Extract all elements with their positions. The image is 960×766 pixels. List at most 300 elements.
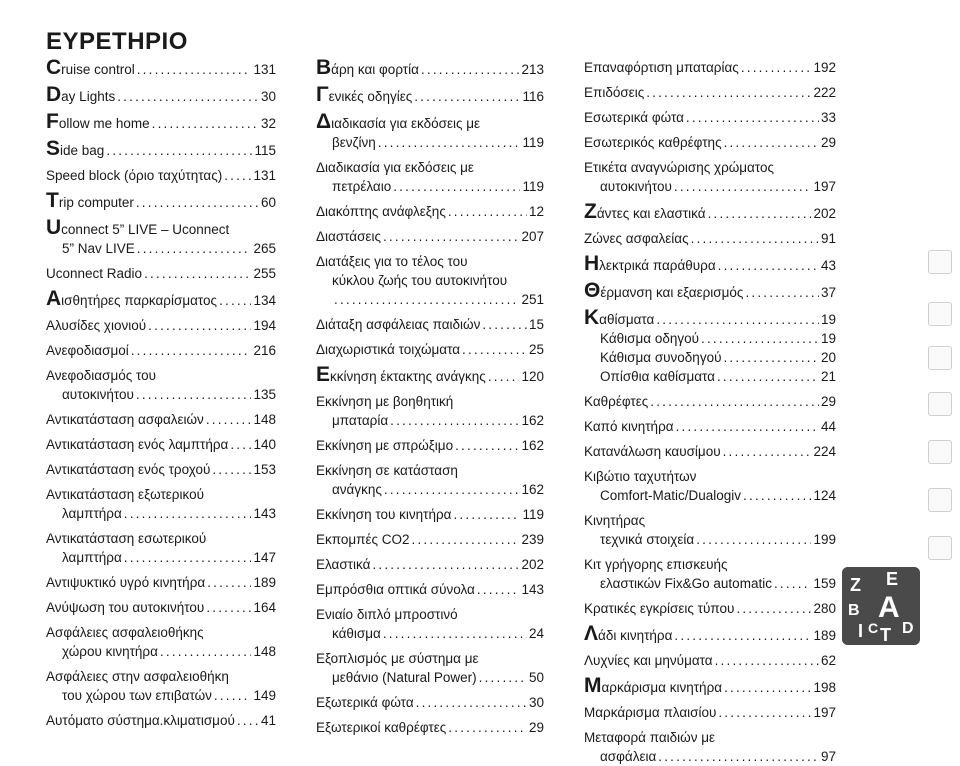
index-line	[316, 693, 544, 712]
dot-leader	[743, 486, 811, 505]
dot-leader	[676, 417, 819, 436]
index-entry	[46, 598, 276, 617]
index-line	[316, 461, 544, 480]
index-line	[316, 649, 544, 668]
index-line	[316, 340, 544, 359]
dot-leader	[736, 599, 811, 618]
entry-label: άντες και ελαστικά	[596, 206, 706, 221]
index-entry	[46, 573, 276, 592]
index-line	[46, 138, 276, 160]
index-entry	[584, 651, 836, 670]
page-number[interactable]: 32	[260, 116, 276, 131]
page-number[interactable]: 202	[813, 206, 836, 221]
section-initial: F	[46, 110, 59, 133]
page-number[interactable]: 255	[253, 266, 276, 281]
index-entry	[316, 392, 544, 430]
index-line	[316, 158, 544, 177]
section-initial: D	[46, 83, 62, 106]
page-number[interactable]: 134	[253, 293, 276, 308]
index-line	[584, 486, 836, 505]
index-entry	[584, 58, 836, 77]
entry-label: Κιτ γρήγορης επισκευής	[584, 557, 728, 572]
dot-leader	[131, 341, 252, 360]
entry-label: Ενιαίο διπλό μπροστινό	[316, 607, 458, 622]
entry-label: Ασφάλειες ασφαλειοθήκης	[46, 625, 204, 640]
page-number[interactable]: 148	[253, 412, 276, 427]
page-number[interactable]: 265	[253, 241, 276, 256]
index-line	[46, 366, 276, 385]
index-letter-entry	[316, 57, 544, 79]
thumb-tab-icon[interactable]	[928, 488, 952, 512]
page-number[interactable]: 197	[813, 179, 836, 194]
index-line	[584, 675, 836, 697]
entry-label: Αυτόματο σύστημα.κλιματισμού	[46, 713, 235, 728]
index-entry	[46, 366, 276, 404]
section-initial: T	[46, 189, 59, 212]
page-number[interactable]: 97	[820, 749, 836, 764]
entry-label: Κρατικές εγκρίσεις τύπου	[584, 601, 735, 616]
page-number[interactable]: 140	[253, 437, 276, 452]
index-column-3	[584, 52, 836, 766]
index-line	[316, 718, 544, 737]
page-number[interactable]: 29	[820, 394, 836, 409]
index-entry	[46, 435, 276, 454]
index-line	[316, 411, 544, 430]
page-number[interactable]: 15	[528, 317, 544, 332]
index-line	[46, 711, 276, 730]
index-entry	[316, 315, 544, 334]
index-line	[316, 315, 544, 334]
index-line	[316, 364, 544, 386]
entry-label: Speed block (όριο ταχύτητας)	[46, 168, 223, 183]
index-entry	[46, 410, 276, 429]
index-entry	[316, 718, 544, 737]
dot-leader	[219, 291, 251, 310]
index-entry	[316, 340, 544, 359]
index-letter-entry	[46, 217, 276, 258]
page-number[interactable]: 91	[820, 231, 836, 246]
index-letter-entry	[584, 253, 836, 275]
entry-label: rip computer	[58, 195, 134, 210]
dot-leader	[650, 392, 819, 411]
dot-leader	[384, 480, 520, 499]
thumb-tab-icon[interactable]	[928, 302, 952, 326]
index-line	[46, 264, 276, 283]
badge-letter: E	[886, 569, 899, 589]
page-number[interactable]: 20	[820, 350, 836, 365]
entry-label: Εκκίνηση του κινητήρα	[316, 507, 452, 522]
index-entry	[316, 252, 544, 309]
index-line	[584, 392, 836, 411]
index-entry	[584, 229, 836, 248]
page-number[interactable]: 198	[813, 680, 836, 695]
page-number[interactable]: 21	[820, 369, 836, 384]
page-number[interactable]: 149	[253, 688, 276, 703]
page-number[interactable]: 120	[521, 369, 544, 384]
page-number[interactable]: 37	[820, 285, 836, 300]
dot-leader	[646, 83, 811, 102]
page-number[interactable]: 119	[522, 507, 544, 522]
dot-leader	[674, 626, 811, 645]
entry-label: Comfort-Matic/Dualogiv	[600, 488, 742, 503]
dot-leader	[455, 436, 519, 455]
dot-leader	[723, 442, 812, 461]
entry-label: 5” Nav LIVE	[62, 241, 135, 256]
dot-leader	[724, 133, 819, 152]
page-number[interactable]: 60	[260, 195, 276, 210]
entry-text	[316, 111, 480, 133]
index-line	[46, 410, 276, 429]
entry-label: ελαστικών Fix&Go automatic	[600, 576, 772, 591]
dot-leader	[448, 718, 527, 737]
entry-label: connect 5” LIVE – Uconnect	[61, 222, 230, 237]
entry-label: Διαχωριστικά τοιχώματα	[316, 342, 461, 357]
index-line	[316, 624, 544, 643]
side-thumb-index	[896, 40, 960, 560]
page-number[interactable]: 216	[253, 343, 276, 358]
page-number[interactable]: 24	[528, 626, 544, 641]
index-line	[46, 385, 276, 404]
dot-leader	[390, 411, 519, 430]
page-number[interactable]: 19	[820, 312, 836, 327]
dot-leader	[124, 548, 252, 567]
dot-leader	[106, 141, 252, 160]
index-entry	[316, 555, 544, 574]
entry-label: βενζίνη	[332, 135, 376, 150]
index-entry	[46, 667, 276, 705]
entry-label: μπαταρία	[332, 413, 389, 428]
index-line	[46, 485, 276, 504]
index-line	[46, 217, 276, 239]
dot-leader	[708, 204, 812, 223]
index-entry	[584, 392, 836, 411]
entry-label: Εκκίνηση σε κατάσταση	[316, 463, 458, 478]
index-line	[584, 574, 836, 593]
entry-label: αθίσματα	[599, 312, 655, 327]
dot-leader	[723, 348, 819, 367]
index-line	[46, 504, 276, 523]
page-number[interactable]: 29	[820, 135, 836, 150]
entry-label: Εσωτερικά φώτα	[584, 110, 684, 125]
entry-label: Αλυσίδες χιονιού	[46, 318, 147, 333]
index-line	[46, 573, 276, 592]
page-number[interactable]: 33	[820, 110, 836, 125]
index-line	[316, 290, 544, 309]
entry-label: άρη και φορτία	[331, 62, 419, 77]
page-number[interactable]: 119	[522, 135, 544, 150]
page-number[interactable]: 192	[813, 60, 836, 75]
index-line	[46, 166, 276, 185]
index-letter-entry	[46, 57, 276, 79]
dot-leader	[137, 60, 252, 79]
dot-leader	[691, 229, 819, 248]
page-number[interactable]: 50	[528, 670, 544, 685]
index-line	[316, 605, 544, 624]
badge-letter: B	[848, 602, 860, 619]
page-number[interactable]: 213	[521, 62, 544, 77]
dot-leader	[416, 693, 527, 712]
dot-leader	[774, 574, 812, 593]
index-letter-entry	[584, 675, 836, 697]
dot-leader	[144, 264, 251, 283]
index-line	[584, 442, 836, 461]
page-number[interactable]: 131	[253, 168, 276, 183]
dot-leader	[206, 410, 252, 429]
page-number[interactable]: 131	[253, 62, 276, 77]
page-number[interactable]: 189	[253, 575, 276, 590]
page-number[interactable]: 124	[813, 488, 836, 503]
page-number[interactable]: 44	[820, 419, 836, 434]
page-number[interactable]: 30	[260, 89, 276, 104]
index-entry	[584, 133, 836, 152]
index-entry	[46, 316, 276, 335]
index-line	[584, 307, 836, 329]
page-number[interactable]: 189	[813, 628, 836, 643]
dot-leader	[334, 290, 519, 309]
entry-label: λεκτρικά παράθυρα	[599, 258, 716, 273]
page-number[interactable]: 162	[521, 413, 544, 428]
entry-text	[46, 138, 104, 160]
index-line	[584, 703, 836, 722]
entry-label: κάθισμα	[332, 626, 381, 641]
index-entry	[316, 461, 544, 499]
dot-leader	[718, 256, 819, 275]
entry-text	[46, 190, 134, 212]
index-line	[46, 667, 276, 686]
index-entry	[316, 580, 544, 599]
page-number[interactable]: 224	[813, 444, 836, 459]
entry-text	[584, 623, 672, 645]
dot-leader	[230, 435, 251, 454]
page-number[interactable]: 251	[521, 292, 544, 307]
page-number[interactable]: 153	[253, 462, 276, 477]
index-line	[584, 201, 836, 223]
index-line	[46, 57, 276, 79]
entry-text	[46, 84, 115, 106]
index-entry	[584, 442, 836, 461]
index-entry	[46, 264, 276, 283]
entry-label: Ετικέτα αναγνώρισης χρώματος	[584, 160, 775, 175]
entry-label: πετρέλαιο	[332, 179, 392, 194]
page-number[interactable]: 159	[813, 576, 836, 591]
index-letter-entry	[46, 190, 276, 212]
page-number[interactable]: 202	[521, 557, 544, 572]
index-letter-entry	[584, 201, 836, 223]
page-number[interactable]: 162	[521, 482, 544, 497]
entry-label: Εξωτερικά φώτα	[316, 695, 414, 710]
badge-letter: Z	[850, 575, 861, 595]
page-number[interactable]: 41	[260, 713, 276, 728]
index-line	[316, 271, 544, 290]
index-line	[584, 329, 836, 348]
entry-text	[46, 217, 229, 239]
page-number[interactable]: 197	[813, 705, 836, 720]
dot-leader	[448, 202, 527, 221]
entry-label: Εμπρόσθια οπτικά σύνολα	[316, 582, 475, 597]
index-line	[46, 642, 276, 661]
thumb-tab-icon[interactable]	[928, 392, 952, 416]
entry-label: Εξωτερικοί καθρέφτες	[316, 720, 447, 735]
dot-leader	[745, 283, 819, 302]
thumb-tab-icon[interactable]	[928, 536, 952, 560]
page-number[interactable]: 30	[528, 695, 544, 710]
entry-label: Μαρκάρισμα πλαισίου	[584, 705, 717, 720]
index-line	[584, 108, 836, 127]
page-number[interactable]: 116	[522, 89, 544, 104]
entry-text	[316, 57, 419, 79]
index-line	[584, 728, 836, 747]
page-number[interactable]: 62	[820, 653, 836, 668]
entry-label: Εκπομπές CO2	[316, 532, 410, 547]
dot-leader	[136, 193, 259, 212]
index-tab-badge[interactable]	[842, 567, 920, 645]
dot-leader	[160, 642, 252, 661]
entry-label: ανάγκης	[332, 482, 382, 497]
index-line	[584, 348, 836, 367]
entry-label: Μεταφορά παιδιών με	[584, 730, 715, 745]
index-line	[316, 111, 544, 133]
entry-label: Διακόπτης ανάφλεξης	[316, 204, 446, 219]
entry-label: Κάθισμα συνοδηγού	[600, 350, 722, 365]
entry-label: Ασφάλειες στην ασφαλειοθήκη	[46, 669, 229, 684]
entry-label: Διάταξη ασφάλειας παιδιών	[316, 317, 481, 332]
dot-leader	[674, 177, 812, 196]
index-letter-entry	[46, 84, 276, 106]
dot-leader	[453, 505, 520, 524]
page-number[interactable]: 280	[813, 601, 836, 616]
entry-label: ασφάλεια	[600, 749, 657, 764]
dot-leader	[701, 329, 819, 348]
index-entry	[316, 505, 544, 524]
entry-label: Αντικατάσταση ενός τροχού	[46, 462, 211, 477]
index-line	[316, 57, 544, 79]
page-number[interactable]: 12	[528, 204, 544, 219]
entry-label: Αντιψυκτικό υγρό κινητήρα	[46, 575, 206, 590]
entry-label: κκίνηση έκτακτης ανάγκης	[330, 369, 486, 384]
page-number[interactable]: 19	[820, 331, 836, 346]
section-initial: Η	[584, 252, 600, 275]
dot-leader	[488, 367, 520, 386]
index-line	[584, 229, 836, 248]
page-number[interactable]: 239	[521, 532, 544, 547]
index-line	[46, 598, 276, 617]
index-line	[316, 177, 544, 196]
index-column-1	[46, 52, 276, 730]
index-entry	[316, 530, 544, 549]
index-letter-entry	[316, 84, 544, 106]
page-number[interactable]: 29	[528, 720, 544, 735]
entry-label: Κατανάλωση καυσίμου	[584, 444, 721, 459]
dot-leader	[414, 87, 520, 106]
index-line	[316, 252, 544, 271]
dot-leader	[686, 108, 819, 127]
index-line	[46, 84, 276, 106]
section-initial: S	[46, 137, 61, 160]
page-number[interactable]: 115	[254, 143, 276, 158]
thumb-tab-icon[interactable]	[928, 440, 952, 464]
page-number[interactable]: 162	[521, 438, 544, 453]
index-line	[584, 158, 836, 177]
index-line	[46, 341, 276, 360]
index-line	[316, 530, 544, 549]
index-line	[316, 505, 544, 524]
dot-leader	[656, 310, 819, 329]
dot-leader	[421, 60, 520, 79]
page-number[interactable]: 222	[813, 85, 836, 100]
index-line	[584, 530, 836, 549]
dot-leader	[412, 530, 520, 549]
page-number[interactable]: 119	[522, 179, 544, 194]
index-line	[316, 436, 544, 455]
index-line	[46, 623, 276, 642]
index-letter-entry	[46, 111, 276, 133]
index-line	[46, 435, 276, 454]
index-line	[46, 686, 276, 705]
entry-label: Εκκίνηση με βοηθητική	[316, 394, 454, 409]
entry-label: Κινητήρας	[584, 513, 646, 528]
badge-letter: I	[858, 621, 864, 641]
page-number[interactable]: 147	[253, 550, 276, 565]
index-line	[46, 548, 276, 567]
thumb-tab-icon[interactable]	[928, 346, 952, 370]
index-entry	[584, 703, 836, 722]
entry-label: Επιδόσεις	[584, 85, 645, 100]
dot-leader	[393, 177, 520, 196]
page-number[interactable]: 194	[253, 318, 276, 333]
page-number[interactable]: 143	[521, 582, 544, 597]
section-initial: Α	[46, 287, 62, 310]
entry-label: ay Lights	[61, 89, 116, 104]
index-line	[584, 599, 836, 618]
page-number[interactable]: 207	[521, 229, 544, 244]
index-entry	[584, 511, 836, 549]
index-line	[46, 111, 276, 133]
entry-label: Οπίσθια καθίσματα	[600, 369, 715, 384]
index-line	[316, 392, 544, 411]
index-entry	[46, 623, 276, 661]
page-number[interactable]: 148	[253, 644, 276, 659]
index-line	[584, 417, 836, 436]
dot-leader	[212, 460, 251, 479]
entry-text	[316, 364, 486, 386]
index-entry	[584, 728, 836, 766]
entry-label: Uconnect Radio	[46, 266, 143, 281]
section-initial: Β	[316, 56, 332, 79]
page-number[interactable]: 135	[253, 387, 276, 402]
page-number[interactable]: 164	[253, 600, 276, 615]
thumb-tab-icon[interactable]	[928, 250, 952, 274]
entry-label: Καπό κινητήρα	[584, 419, 674, 434]
page-number[interactable]: 43	[820, 258, 836, 273]
entry-label: Αντικατάσταση εξωτερικού	[46, 487, 204, 502]
entry-text	[584, 675, 722, 697]
index-entry	[316, 227, 544, 246]
page-number[interactable]: 143	[253, 506, 276, 521]
index-line	[316, 84, 544, 106]
index-entry	[46, 341, 276, 360]
index-line	[46, 288, 276, 310]
entry-text	[316, 84, 412, 106]
page-number[interactable]: 199	[813, 532, 836, 547]
index-entry	[584, 599, 836, 618]
index-line	[316, 580, 544, 599]
index-entry	[46, 485, 276, 523]
index-entry	[316, 605, 544, 643]
page-number[interactable]: 25	[528, 342, 544, 357]
index-line	[316, 133, 544, 152]
entry-label: Ανεφοδιασμοί	[46, 343, 129, 358]
section-initial: Ε	[316, 363, 331, 386]
